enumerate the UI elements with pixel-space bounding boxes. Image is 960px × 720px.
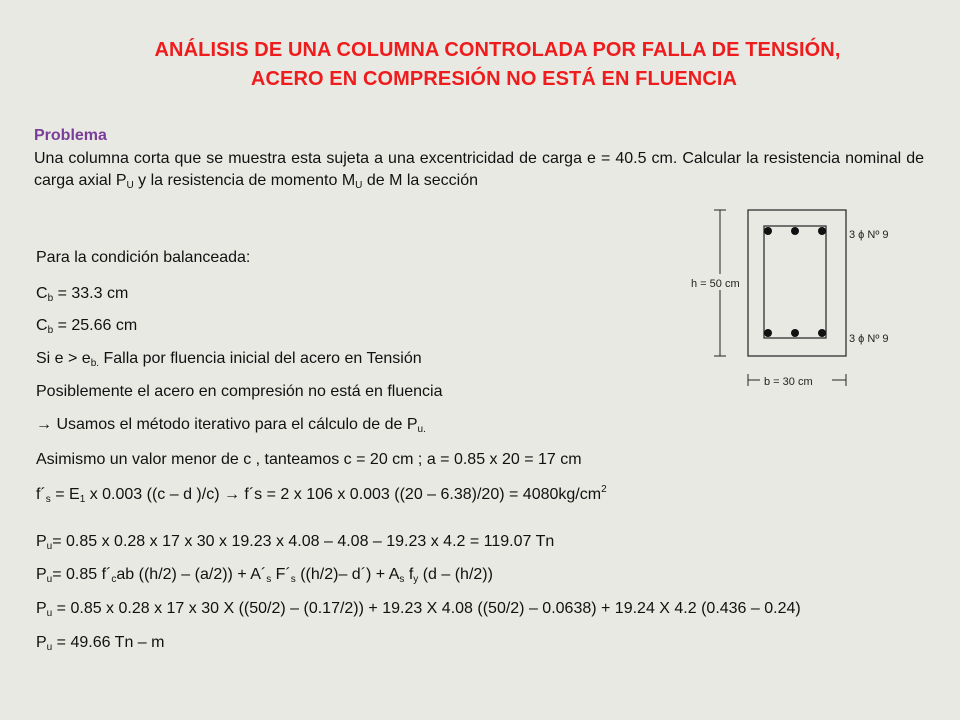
top-bars-label: 3 ϕ Nº 9 — [849, 229, 889, 241]
text-line-3: $C_b = 25.66$ cm — [36, 317, 138, 336]
text-line-8: $f´_s = E_1$ x 0.003 ((c – d )/c) → f´s = 2 x 106 x 0.003 $((20 - 6.38)/20) = 4080kg/cm^2$ — [36, 484, 607, 505]
text-line-9: $P_u= 0.85$ x 0.28 x 17 x 30 x 19.23 x 4.08 – 4.08 – 19.23 x 4.2 = 119.07 Tn — [36, 533, 555, 552]
slide-title — [0, 36, 960, 94]
text-line-6: → Usamos el método iterativo para el cálculo de de $P_{u.}$ — [36, 416, 426, 435]
text-line-2: $C_b = 33.3$ cm — [36, 285, 129, 304]
text-line-10: $P_u= 0.85$ $f´_cab$ $((h/2) - (a/2)) + A´_s$ $F´_s$ ((h/2)– d´) + $A_s$ $f_y$ (d – (h/2)) — [36, 566, 493, 585]
text-line-11: $P_u = 0.85$ x 0.28 x 17 x 30 X ((50/2) – (0.17/2)) + 19.23 X 4.08 ((50/2) – 0.0638) + 19.24 X 4.2 (0.436 – 0.24) — [36, 600, 801, 619]
height-label: h = 50 cm — [691, 278, 740, 290]
text-line-1: Para la condición balanceada: — [36, 249, 251, 266]
rebar-top-3 — [818, 227, 826, 235]
text-line-5: Posiblemente el acero en compresión no está en fluencia — [36, 383, 443, 400]
rebar-bottom-1 — [764, 329, 772, 337]
width-label: b = 30 cm — [764, 376, 813, 388]
text-line-4: Si $e > e_{b.}$ Falla por fluencia inicial del acero en Tensión — [36, 350, 422, 369]
problem-statement: Una columna corta que se muestra esta sujeta a una excentricidad de carga e = 40.5 cm. Calcular la resistencia nominal de carga axial $P_U$ y la resistencia de momento $M_U$ de M la sección — [34, 150, 924, 191]
column-section-diagram — [686, 204, 916, 399]
stirrup-outline — [764, 226, 826, 338]
rebar-bottom-3 — [818, 329, 826, 337]
bottom-bars-label: 3 ϕ Nº 9 — [849, 333, 889, 345]
rebar-bottom-2 — [791, 329, 799, 337]
text-line-7: Asimismo un valor menor de c , tanteamos c = 20 cm ; a = 0.85 x 20 = 17 cm — [36, 451, 582, 468]
title-line-1: ANÁLISIS DE UNA COLUMNA CONTROLADA POR FALLA DE TENSIÓN, — [154, 39, 841, 61]
rebar-top-2 — [791, 227, 799, 235]
title-line-2: ACERO EN COMPRESIÓN NO ESTÁ EN FLUENCIA — [250, 68, 738, 90]
problem-heading: Problema — [34, 127, 107, 144]
rebar-top-1 — [764, 227, 772, 235]
text-line-12: $P_u = 49.66$ Tn – m — [36, 634, 165, 653]
